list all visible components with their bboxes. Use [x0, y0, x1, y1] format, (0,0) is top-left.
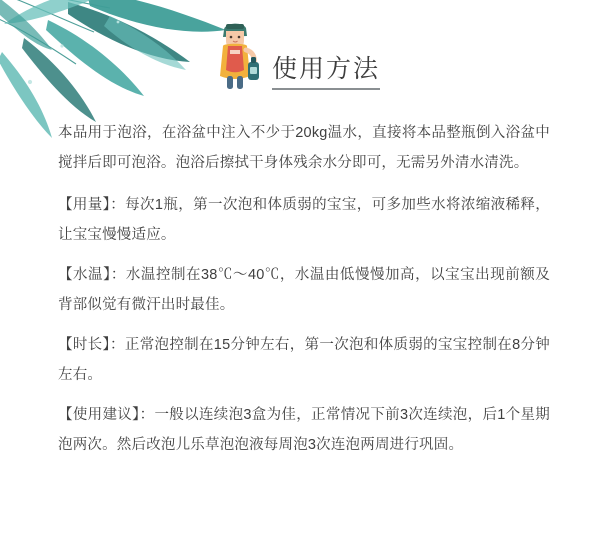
instruction-block-advice [58, 400, 550, 460]
instruction-text-temperature: 水温控制在38℃～40℃，水温由低慢慢加高，以宝宝出现前额及背部似觉有微汗出时最佳。 [58, 267, 550, 313]
instruction-label-temperature: 【水温】： [58, 267, 126, 283]
instruction-label-duration: 【时长】： [58, 337, 125, 353]
instruction-block-dosage [58, 190, 550, 250]
instruction-text-advice: 一般以连续泡3盒为佳，正常情况下前3次连续泡，后1个星期泡两次。然后改泡儿乐草泡泡液每周泡3次连泡两周进行巩固。 [58, 407, 550, 453]
section-header [210, 14, 380, 92]
page-title-text: 使用方法 [272, 55, 381, 83]
instruction-block-temperature [58, 260, 550, 320]
intro-paragraph: 本品用于泡浴，在浴盆中注入不少于20kg温水，直接将本品整瓶倒入浴盆中搅拌后即可泡浴。泡浴后擦拭干身体残余水分即可，无需另外清水清洗。 [58, 125, 550, 171]
title-underline [272, 88, 380, 90]
instruction-label-dosage: 【用量】： [58, 197, 126, 213]
instruction-text-dosage: 每次1瓶，第一次泡和体质弱的宝宝，可多加些水将浓缩液稀释，让宝宝慢慢适应。 [58, 197, 550, 243]
instruction-block-duration [58, 330, 550, 390]
instructions-content [58, 118, 550, 462]
instruction-label-advice: 【使用建议】： [58, 407, 155, 423]
page-title [272, 57, 380, 92]
instruction-text-duration: 正常泡控制在15分钟左右，第一次泡和体质弱的宝宝控制在8分钟左右。 [58, 337, 550, 383]
baby-bath-mascot-icon [210, 20, 262, 92]
